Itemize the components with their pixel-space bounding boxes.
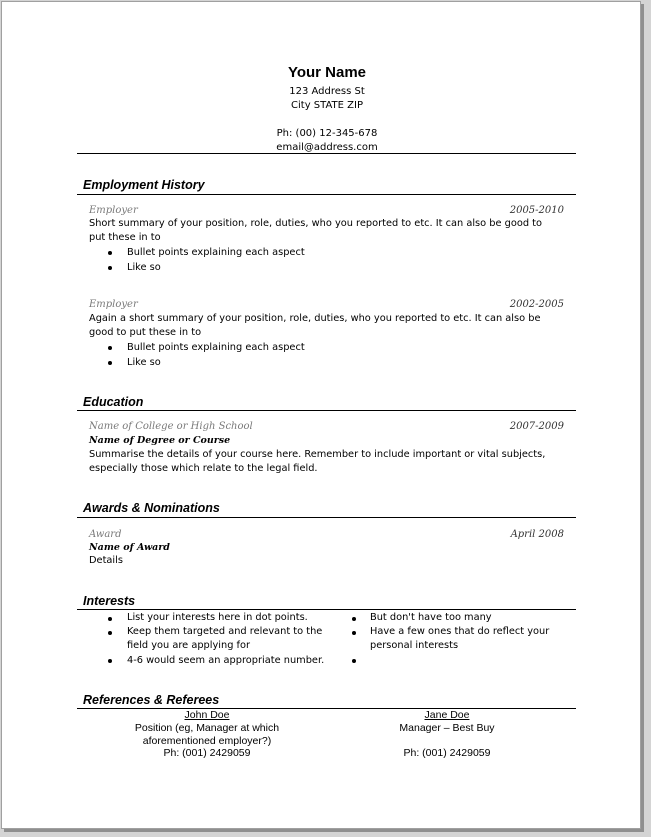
award-name: Name of Award (89, 542, 170, 553)
applicant-name: Your Name (287, 64, 367, 81)
city-line: City STATE ZIP (291, 100, 363, 111)
job-bullet: Bullet points explaining each aspect (127, 247, 305, 258)
award-date: April 2008 (510, 529, 564, 540)
job-bullet: Like so (127, 357, 161, 368)
referee-phone: Ph: (001) 2429059 (403, 747, 491, 759)
award-details: Details (89, 555, 123, 566)
interests-heading: Interests (83, 594, 136, 608)
employment-heading: Employment History (83, 178, 205, 192)
course-details: Summarise the details of your course here. Remember to include important or vital subjects, especially those which relate to the legal field. (89, 449, 546, 474)
degree-name: Name of Degree or Course (89, 435, 231, 446)
interests-divider (77, 609, 576, 610)
bullet-icon (108, 346, 112, 350)
education-dates: 2007-2009 (509, 421, 564, 432)
bullet-icon (352, 631, 356, 635)
interest-item: List your interests here in dot points. (127, 612, 308, 623)
header-divider (77, 153, 576, 154)
bullet-icon (352, 617, 356, 621)
bullet-icon (352, 659, 356, 663)
address-line: 123 Address St (289, 86, 365, 97)
interest-item: Keep them targeted and relevant to the field you are applying for (127, 626, 323, 651)
phone-line: Ph: (00) 12-345-678 (276, 128, 378, 139)
employment-divider (77, 194, 576, 195)
referee-phone: Ph: (001) 2429059 (163, 747, 251, 759)
bullet-icon (108, 361, 112, 365)
job-dates: 2005-2010 (509, 205, 564, 216)
referee-position: Manager – Best Buy (399, 722, 495, 734)
referee-position: Position (eg, Manager at which aforementioned employer?) (134, 722, 280, 747)
employer-label: Employer (89, 299, 138, 310)
employer-label: Employer (89, 205, 138, 216)
bullet-icon (108, 266, 112, 270)
award-label: Award (89, 529, 122, 540)
interest-item: Have a few ones that do reflect your personal interests (370, 626, 550, 651)
interest-item: But don't have too many (370, 612, 492, 623)
education-divider (77, 410, 576, 411)
referee-name: John Doe (184, 709, 230, 721)
references-heading: References & Referees (83, 693, 220, 707)
bullet-icon (108, 617, 112, 621)
job-summary: Again a short summary of your position, role, duties, who you reported to etc. It can also be good to put these in to (89, 313, 541, 338)
job-summary: Short summary of your position, role, duties, who you reported to etc. It can also be good to put these in to (89, 218, 543, 243)
education-heading: Education (83, 395, 144, 409)
interest-item: 4-6 would seem an appropriate number. (127, 655, 325, 666)
email-line: email@address.com (276, 142, 378, 153)
job-bullet: Like so (127, 262, 161, 273)
referee-name: Jane Doe (424, 709, 470, 721)
resume-page (1, 1, 641, 829)
job-dates: 2002-2005 (509, 299, 564, 310)
bullet-icon (108, 631, 112, 635)
job-bullet: Bullet points explaining each aspect (127, 342, 305, 353)
bullet-icon (108, 659, 112, 663)
awards-heading: Awards & Nominations (83, 501, 220, 515)
bullet-icon (108, 251, 112, 255)
awards-divider (77, 517, 576, 518)
school-label: Name of College or High School (89, 421, 253, 432)
